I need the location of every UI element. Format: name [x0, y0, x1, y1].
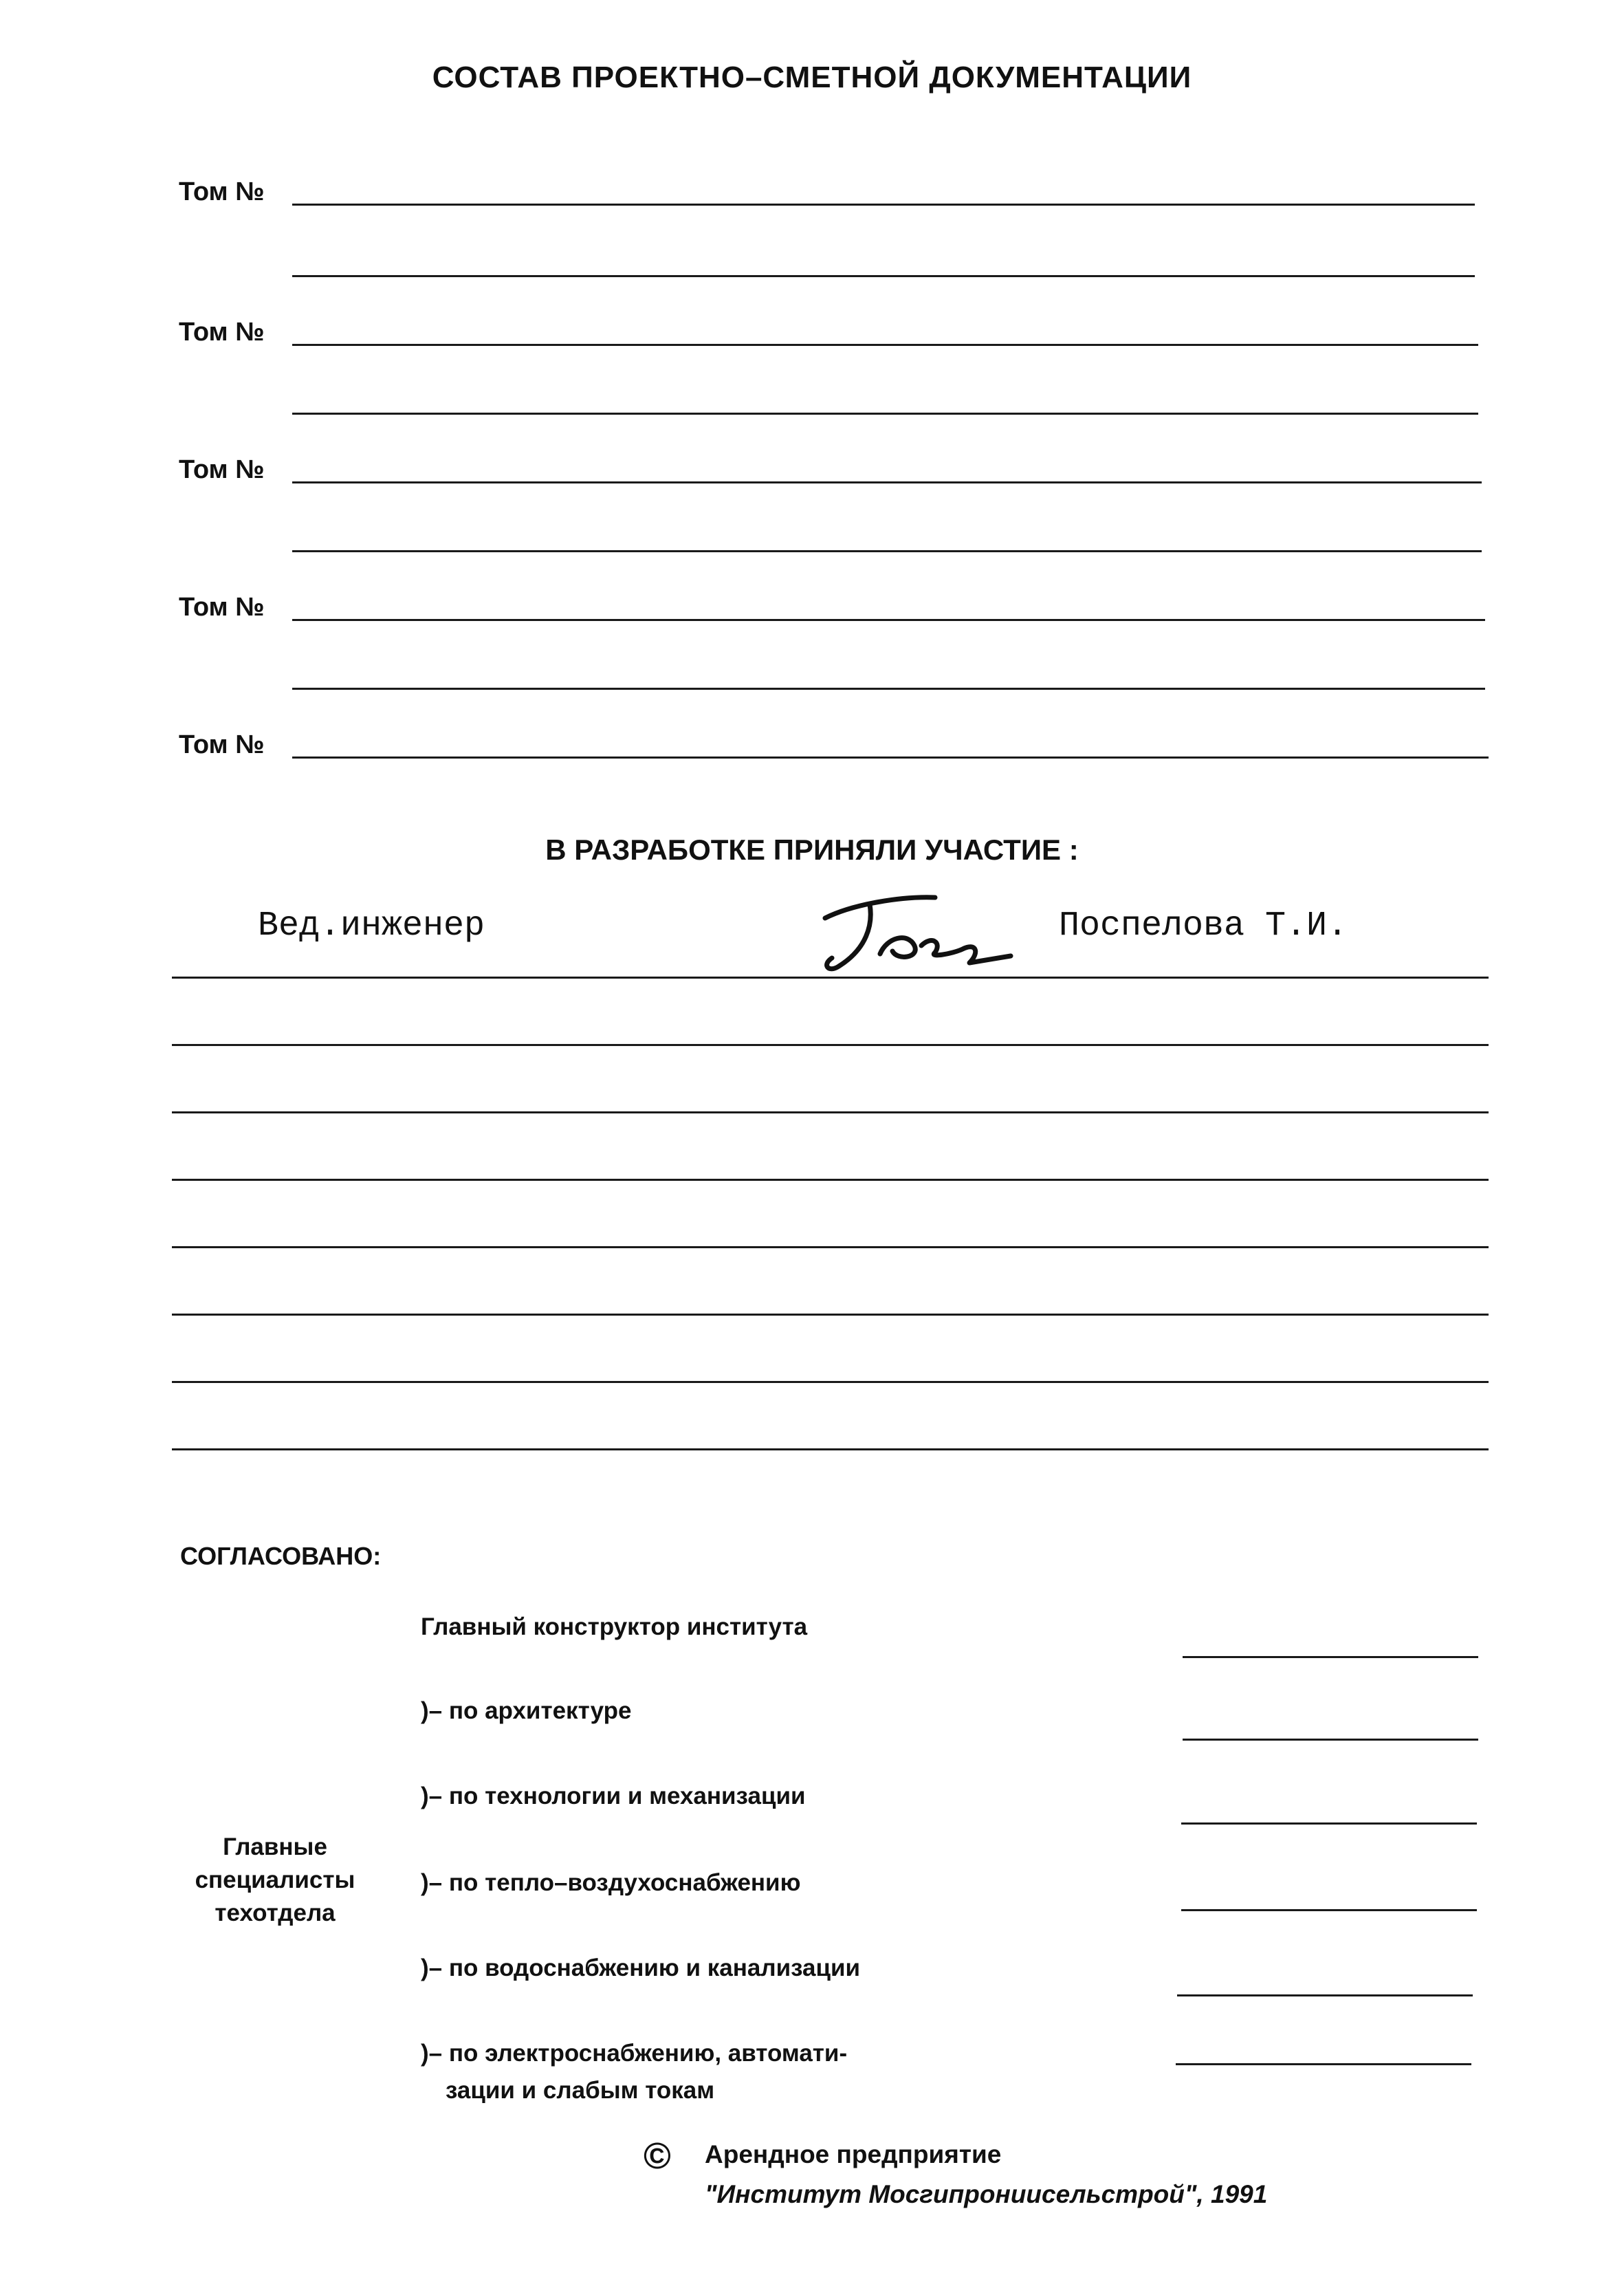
volume-line: [292, 344, 1478, 346]
volume-line: [292, 413, 1478, 415]
participant-line: [172, 1448, 1489, 1450]
copyright-line1: Арендное предприятие: [705, 2140, 1002, 2168]
participant-line: [172, 1381, 1489, 1383]
signature-icon: [804, 877, 1031, 980]
participant-role: Вед.инженер: [258, 906, 485, 946]
participant-line: [172, 1044, 1489, 1046]
specialist-heating: )– по тепло–воздухоснабжению: [421, 1869, 801, 1896]
specialist-electrical-cont: зации и слабым токам: [446, 2077, 715, 2104]
approved-heading: СОГЛАСОВАНО:: [180, 1542, 382, 1570]
volume-label: Том №: [179, 593, 265, 622]
copyright-line2: "Институт Мосгипрониисельстрой", 1991: [705, 2180, 1268, 2208]
volume-line: [292, 756, 1489, 759]
volume-label: Том №: [179, 455, 265, 484]
specialist-technology: )– по технологии и механизации: [421, 1783, 806, 1809]
specialist-architecture: )– по архитектуре: [421, 1697, 632, 1724]
signature-line: [1181, 1822, 1477, 1825]
specialist-water: )– по водоснабжению и канализации: [421, 1955, 861, 1981]
participant-name: Поспелова Т.И.: [1059, 906, 1348, 946]
participant-line: [172, 1314, 1489, 1316]
participant-line: [172, 1111, 1489, 1113]
signature-line: [1181, 1909, 1477, 1911]
volume-label: Том №: [179, 318, 265, 347]
signature-line: [1183, 1739, 1478, 1741]
volume-line: [292, 550, 1482, 552]
participant-line: [172, 977, 1489, 979]
participant-line: [172, 1246, 1489, 1248]
chief-constructor-label: Главный конструктор института: [421, 1613, 808, 1640]
volume-label: Том №: [179, 177, 265, 206]
volume-line: [292, 204, 1475, 206]
volume-line: [292, 688, 1485, 690]
volume-line: [292, 275, 1475, 277]
signature-line: [1183, 1656, 1478, 1658]
specialists-group-label: Главные специалисты техотдела: [195, 1833, 355, 1926]
copyright-icon: ©: [644, 2135, 671, 2177]
page-title: СОСТАВ ПРОЕКТНО–СМЕТНОЙ ДОКУМЕНТАЦИИ: [432, 61, 1192, 94]
volume-line: [292, 619, 1485, 621]
signature-line: [1177, 1994, 1473, 1996]
volume-label: Том №: [179, 730, 265, 759]
participant-line: [172, 1179, 1489, 1181]
participants-heading: В РАЗРАБОТКЕ ПРИНЯЛИ УЧАСТИЕ :: [545, 834, 1079, 866]
signature-line: [1176, 2063, 1471, 2065]
specialist-electrical: )– по электроснабжению, автомати-: [421, 2040, 848, 2067]
volume-line: [292, 481, 1482, 483]
